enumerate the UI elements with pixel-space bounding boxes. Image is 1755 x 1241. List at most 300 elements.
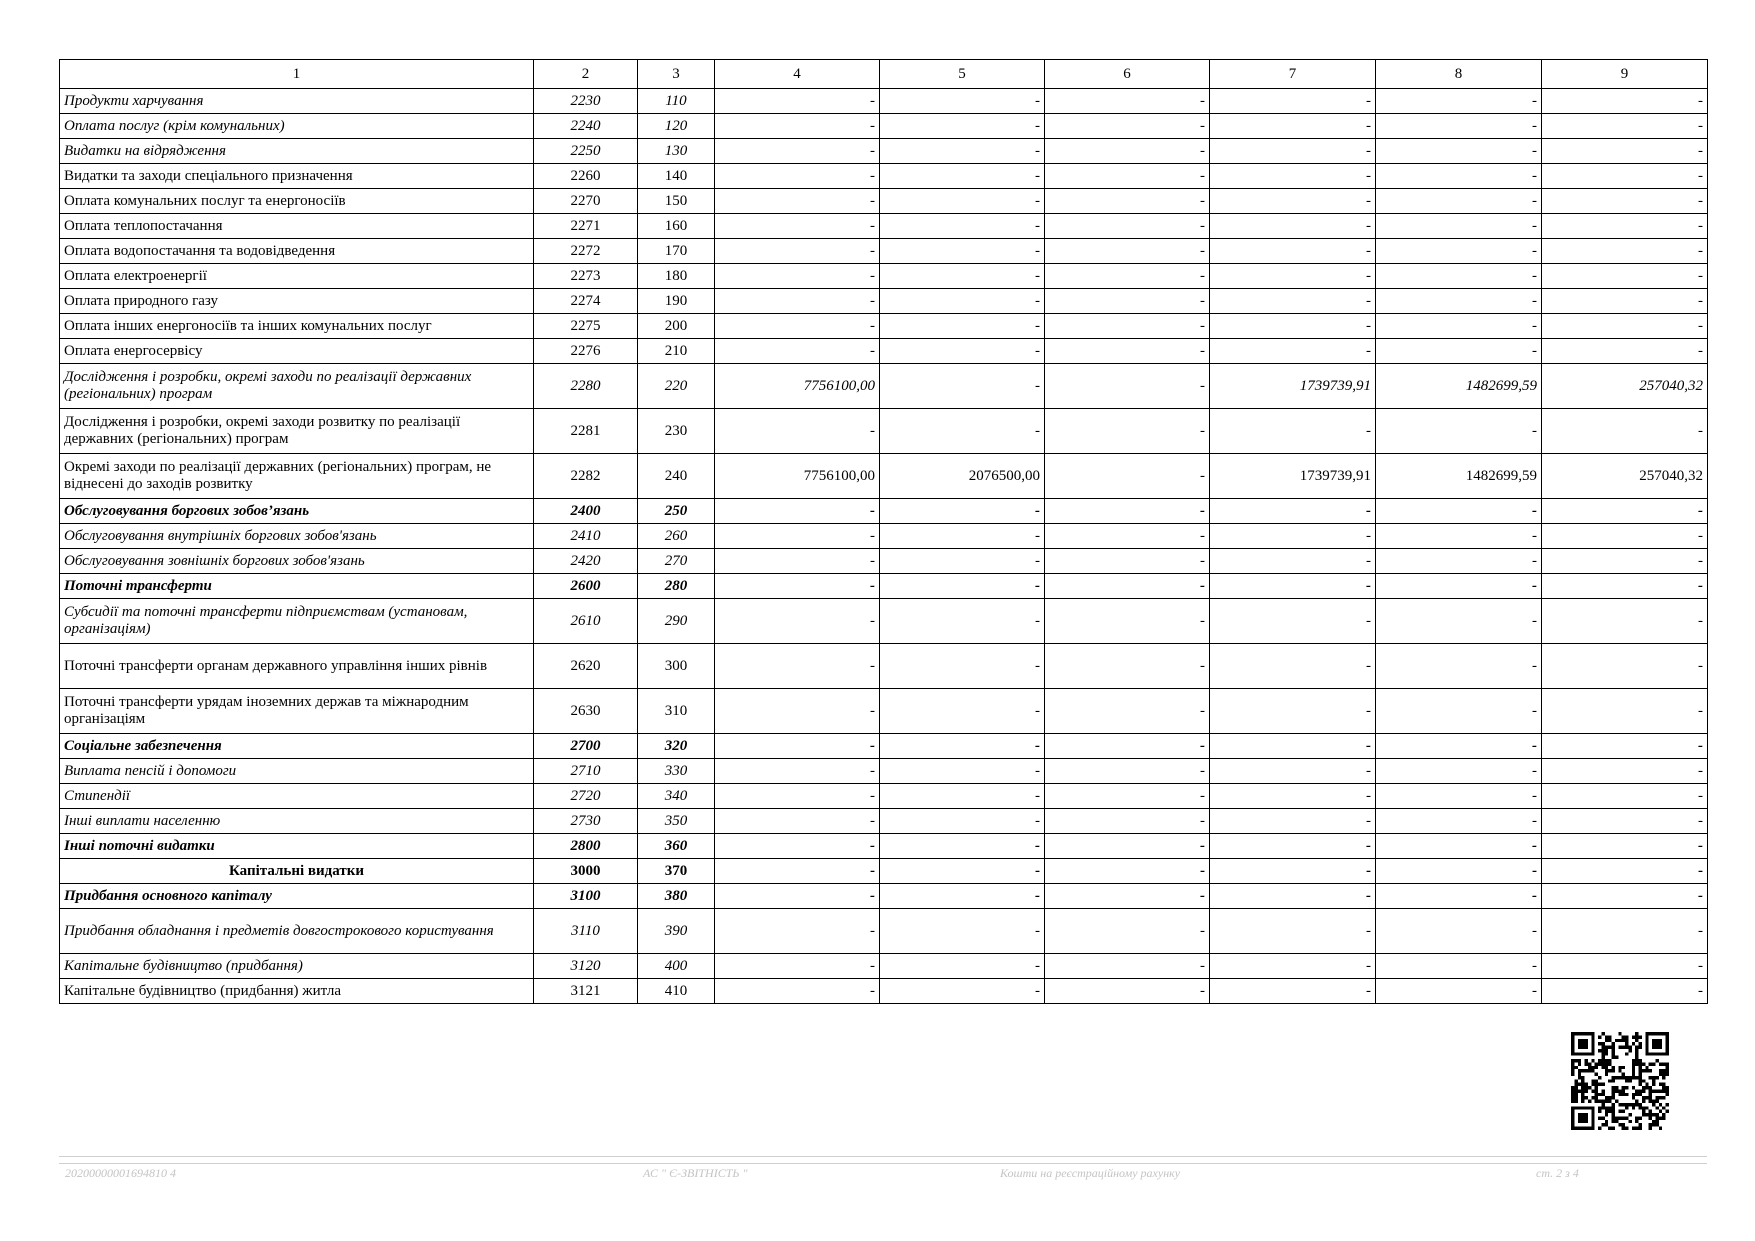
value-cell: -	[715, 859, 880, 884]
value-cell: -	[1542, 409, 1708, 454]
kekv-code: 2272	[534, 239, 638, 264]
footer-page-number: ст. 2 з 4	[1536, 1166, 1579, 1180]
value-cell: -	[1376, 409, 1542, 454]
value-cell: -	[1045, 89, 1210, 114]
value-cell: -	[1210, 574, 1376, 599]
value-cell: -	[880, 884, 1045, 909]
value-cell: -	[715, 909, 880, 954]
line-code: 270	[638, 549, 715, 574]
value-cell: -	[1376, 979, 1542, 1004]
value-cell: -	[1045, 454, 1210, 499]
table-row	[60, 364, 1708, 409]
line-code: 170	[638, 239, 715, 264]
value-cell: -	[1542, 884, 1708, 909]
kekv-code: 2700	[534, 734, 638, 759]
line-code: 350	[638, 809, 715, 834]
value-cell: -	[1210, 289, 1376, 314]
value-cell: -	[880, 834, 1045, 859]
table-row	[60, 454, 1708, 499]
table-row	[60, 114, 1708, 139]
value-cell: -	[1542, 214, 1708, 239]
value-cell: -	[1542, 89, 1708, 114]
value-cell: 1482699,59	[1376, 364, 1542, 409]
footer-report-title: Кошти на реєстраційному рахунку	[1000, 1166, 1181, 1180]
value-cell: -	[880, 189, 1045, 214]
row-label: Оплата природного газу	[60, 289, 534, 314]
value-cell: 257040,32	[1542, 454, 1708, 499]
value-cell: -	[1045, 809, 1210, 834]
value-cell: -	[1376, 784, 1542, 809]
value-cell: -	[880, 784, 1045, 809]
table-row	[60, 549, 1708, 574]
line-code: 360	[638, 834, 715, 859]
value-cell: -	[1542, 809, 1708, 834]
value-cell: -	[880, 139, 1045, 164]
table-row	[60, 884, 1708, 909]
kekv-code: 2275	[534, 314, 638, 339]
row-label: Капітальні видатки	[60, 859, 534, 884]
kekv-code: 2600	[534, 574, 638, 599]
kekv-code: 3110	[534, 909, 638, 954]
value-cell: -	[1376, 264, 1542, 289]
value-cell: -	[880, 759, 1045, 784]
value-cell: -	[715, 239, 880, 264]
row-label: Окремі заходи по реалізації державних (регіональних) програм, не віднесені до заходів розвитку	[60, 454, 534, 499]
row-label: Стипендії	[60, 784, 534, 809]
table-row	[60, 89, 1708, 114]
value-cell: -	[1542, 689, 1708, 734]
value-cell: -	[1542, 314, 1708, 339]
value-cell: -	[1376, 289, 1542, 314]
value-cell: -	[1210, 339, 1376, 364]
table-row	[60, 189, 1708, 214]
value-cell: -	[1210, 734, 1376, 759]
value-cell: -	[880, 574, 1045, 599]
value-cell: -	[715, 979, 880, 1004]
line-code: 310	[638, 689, 715, 734]
table-row	[60, 314, 1708, 339]
value-cell: -	[1045, 759, 1210, 784]
kekv-code: 2420	[534, 549, 638, 574]
value-cell: -	[1045, 784, 1210, 809]
column-header: 3	[638, 60, 715, 89]
value-cell: -	[715, 834, 880, 859]
line-code: 240	[638, 454, 715, 499]
kekv-code: 2620	[534, 644, 638, 689]
value-cell: -	[715, 784, 880, 809]
value-cell: -	[1376, 189, 1542, 214]
line-code: 250	[638, 499, 715, 524]
value-cell: -	[1210, 164, 1376, 189]
line-code: 110	[638, 89, 715, 114]
row-label: Оплата послуг (крім комунальних)	[60, 114, 534, 139]
table-row	[60, 214, 1708, 239]
kekv-code: 2271	[534, 214, 638, 239]
row-label: Капітальне будівництво (придбання) житла	[60, 979, 534, 1004]
value-cell: -	[1376, 139, 1542, 164]
table-row	[60, 264, 1708, 289]
value-cell: -	[880, 114, 1045, 139]
value-cell: -	[1045, 214, 1210, 239]
value-cell: -	[1376, 114, 1542, 139]
table-body	[60, 89, 1708, 1004]
value-cell: -	[1045, 339, 1210, 364]
kekv-code: 2280	[534, 364, 638, 409]
value-cell: -	[1210, 884, 1376, 909]
row-label: Капітальне будівництво (придбання)	[60, 954, 534, 979]
value-cell: -	[880, 409, 1045, 454]
value-cell: -	[1045, 114, 1210, 139]
footer-document-id: 20200000001694810 4	[65, 1166, 176, 1180]
value-cell: -	[715, 314, 880, 339]
row-label: Придбання основного капіталу	[60, 884, 534, 909]
value-cell: 7756100,00	[715, 364, 880, 409]
row-label: Видатки на відрядження	[60, 139, 534, 164]
value-cell: -	[715, 339, 880, 364]
column-header: 5	[880, 60, 1045, 89]
kekv-code: 2230	[534, 89, 638, 114]
table-row	[60, 644, 1708, 689]
value-cell: -	[1376, 574, 1542, 599]
value-cell: -	[715, 189, 880, 214]
value-cell: -	[1542, 114, 1708, 139]
value-cell: -	[1542, 759, 1708, 784]
value-cell: -	[1210, 139, 1376, 164]
value-cell: -	[1045, 954, 1210, 979]
expenses-table	[59, 59, 1708, 1004]
table-row	[60, 689, 1708, 734]
report-table-container	[59, 59, 1707, 1004]
value-cell: -	[715, 809, 880, 834]
value-cell: -	[1210, 689, 1376, 734]
value-cell: -	[880, 859, 1045, 884]
value-cell: -	[1376, 859, 1542, 884]
table-row	[60, 979, 1708, 1004]
value-cell: -	[1210, 314, 1376, 339]
line-code: 190	[638, 289, 715, 314]
table-row	[60, 599, 1708, 644]
value-cell: 1739739,91	[1210, 454, 1376, 499]
value-cell: -	[880, 289, 1045, 314]
value-cell: -	[1376, 909, 1542, 954]
value-cell: -	[715, 599, 880, 644]
value-cell: -	[1542, 289, 1708, 314]
value-cell: -	[1210, 89, 1376, 114]
value-cell: -	[1045, 164, 1210, 189]
row-label: Видатки та заходи спеціального призначення	[60, 164, 534, 189]
value-cell: -	[1210, 524, 1376, 549]
value-cell: -	[1045, 834, 1210, 859]
value-cell: 1482699,59	[1376, 454, 1542, 499]
row-label: Обслуговування боргових зобов’язань	[60, 499, 534, 524]
row-label: Дослідження і розробки, окремі заходи розвитку по реалізації державних (регіональних) програм	[60, 409, 534, 454]
value-cell: -	[715, 409, 880, 454]
table-row	[60, 409, 1708, 454]
value-cell: -	[1542, 834, 1708, 859]
value-cell: -	[1542, 734, 1708, 759]
column-header: 7	[1210, 60, 1376, 89]
value-cell: -	[1376, 644, 1542, 689]
value-cell: -	[1542, 599, 1708, 644]
footer-system-name: АС " Є-ЗВІТНІСТЬ "	[643, 1166, 748, 1180]
column-header: 8	[1376, 60, 1542, 89]
value-cell: -	[1045, 189, 1210, 214]
value-cell: 2076500,00	[880, 454, 1045, 499]
value-cell: -	[1045, 264, 1210, 289]
value-cell: -	[1210, 214, 1376, 239]
kekv-code: 3000	[534, 859, 638, 884]
table-row	[60, 909, 1708, 954]
value-cell: -	[1210, 644, 1376, 689]
value-cell: -	[880, 549, 1045, 574]
value-cell: -	[880, 499, 1045, 524]
value-cell: -	[1542, 954, 1708, 979]
line-code: 150	[638, 189, 715, 214]
kekv-code: 2410	[534, 524, 638, 549]
value-cell: -	[1376, 164, 1542, 189]
kekv-code: 2720	[534, 784, 638, 809]
value-cell: -	[1045, 644, 1210, 689]
value-cell: -	[1376, 809, 1542, 834]
table-row	[60, 809, 1708, 834]
line-code: 130	[638, 139, 715, 164]
row-label: Виплата пенсій і допомоги	[60, 759, 534, 784]
row-label: Оплата енергосервісу	[60, 339, 534, 364]
line-code: 300	[638, 644, 715, 689]
value-cell: -	[1045, 734, 1210, 759]
value-cell: -	[715, 89, 880, 114]
value-cell: -	[715, 214, 880, 239]
value-cell: -	[1210, 264, 1376, 289]
line-code: 200	[638, 314, 715, 339]
value-cell: -	[1210, 859, 1376, 884]
value-cell: -	[1542, 784, 1708, 809]
row-label: Поточні трансферти органам державного управління інших рівнів	[60, 644, 534, 689]
value-cell: -	[1045, 314, 1210, 339]
value-cell: -	[1542, 644, 1708, 689]
row-label: Обслуговування зовнішніх боргових зобов'язань	[60, 549, 534, 574]
value-cell: -	[1376, 214, 1542, 239]
value-cell: -	[1376, 524, 1542, 549]
value-cell: -	[1376, 689, 1542, 734]
value-cell: -	[1542, 499, 1708, 524]
value-cell: -	[1542, 164, 1708, 189]
row-label: Дослідження і розробки, окремі заходи по реалізації державних (регіональних) програм	[60, 364, 534, 409]
value-cell: -	[1376, 499, 1542, 524]
line-code: 340	[638, 784, 715, 809]
value-cell: -	[1210, 809, 1376, 834]
value-cell: -	[1045, 689, 1210, 734]
kekv-code: 2730	[534, 809, 638, 834]
line-code: 370	[638, 859, 715, 884]
line-code: 390	[638, 909, 715, 954]
value-cell: -	[715, 574, 880, 599]
kekv-code: 2270	[534, 189, 638, 214]
value-cell: -	[880, 599, 1045, 644]
value-cell: -	[1045, 979, 1210, 1004]
row-label: Інші поточні видатки	[60, 834, 534, 859]
kekv-code: 2240	[534, 114, 638, 139]
row-label: Оплата комунальних послуг та енергоносіїв	[60, 189, 534, 214]
value-cell: -	[1210, 499, 1376, 524]
table-row	[60, 524, 1708, 549]
value-cell: -	[880, 734, 1045, 759]
value-cell: -	[715, 264, 880, 289]
row-label: Оплата водопостачання та водовідведення	[60, 239, 534, 264]
row-label: Оплата інших енергоносіїв та інших комунальних послуг	[60, 314, 534, 339]
row-label: Оплата теплопостачання	[60, 214, 534, 239]
row-label: Продукти харчування	[60, 89, 534, 114]
kekv-code: 3120	[534, 954, 638, 979]
value-cell: -	[715, 289, 880, 314]
value-cell: -	[1542, 524, 1708, 549]
line-code: 140	[638, 164, 715, 189]
value-cell: -	[715, 734, 880, 759]
value-cell: -	[1045, 289, 1210, 314]
value-cell: -	[1045, 574, 1210, 599]
table-row	[60, 289, 1708, 314]
row-label: Придбання обладнання і предметів довгострокового користування	[60, 909, 534, 954]
value-cell: -	[1210, 759, 1376, 784]
value-cell: -	[715, 954, 880, 979]
line-code: 280	[638, 574, 715, 599]
table-row	[60, 834, 1708, 859]
value-cell: -	[1210, 979, 1376, 1004]
value-cell: -	[1376, 314, 1542, 339]
kekv-code: 2400	[534, 499, 638, 524]
value-cell: -	[1542, 339, 1708, 364]
value-cell: -	[880, 809, 1045, 834]
line-code: 220	[638, 364, 715, 409]
value-cell: -	[715, 139, 880, 164]
value-cell: -	[1376, 954, 1542, 979]
value-cell: -	[880, 264, 1045, 289]
kekv-code: 2276	[534, 339, 638, 364]
value-cell: -	[1210, 954, 1376, 979]
value-cell: -	[880, 164, 1045, 189]
line-code: 230	[638, 409, 715, 454]
kekv-code: 2710	[534, 759, 638, 784]
column-header: 2	[534, 60, 638, 89]
kekv-code: 2260	[534, 164, 638, 189]
value-cell: -	[1376, 599, 1542, 644]
line-code: 330	[638, 759, 715, 784]
table-row	[60, 954, 1708, 979]
value-cell: -	[1210, 784, 1376, 809]
qr-code-icon	[1571, 1032, 1669, 1130]
value-cell: -	[880, 524, 1045, 549]
table-row	[60, 784, 1708, 809]
value-cell: -	[880, 364, 1045, 409]
value-cell: -	[1045, 884, 1210, 909]
value-cell: -	[880, 909, 1045, 954]
value-cell: -	[1210, 909, 1376, 954]
row-label: Оплата електроенергії	[60, 264, 534, 289]
kekv-code: 2274	[534, 289, 638, 314]
column-header: 6	[1045, 60, 1210, 89]
value-cell: 1739739,91	[1210, 364, 1376, 409]
value-cell: -	[1542, 909, 1708, 954]
value-cell: -	[1045, 499, 1210, 524]
value-cell: -	[880, 314, 1045, 339]
column-header: 1	[60, 60, 534, 89]
value-cell: -	[1210, 549, 1376, 574]
kekv-code: 3100	[534, 884, 638, 909]
value-cell: -	[1376, 734, 1542, 759]
value-cell: -	[1045, 409, 1210, 454]
value-cell: -	[1542, 549, 1708, 574]
line-code: 380	[638, 884, 715, 909]
kekv-code: 3121	[534, 979, 638, 1004]
value-cell: -	[715, 644, 880, 689]
value-cell: 257040,32	[1542, 364, 1708, 409]
value-cell: -	[715, 689, 880, 734]
value-cell: 7756100,00	[715, 454, 880, 499]
table-row	[60, 164, 1708, 189]
value-cell: -	[1542, 189, 1708, 214]
value-cell: -	[1210, 189, 1376, 214]
kekv-code: 2281	[534, 409, 638, 454]
row-label: Субсидії та поточні трансферти підприємствам (установам, організаціям)	[60, 599, 534, 644]
value-cell: -	[1542, 239, 1708, 264]
value-cell: -	[1376, 834, 1542, 859]
value-cell: -	[880, 979, 1045, 1004]
row-label: Поточні трансферти	[60, 574, 534, 599]
kekv-code: 2282	[534, 454, 638, 499]
row-label: Обслуговування внутрішніх боргових зобов'язань	[60, 524, 534, 549]
column-header: 4	[715, 60, 880, 89]
value-cell: -	[1542, 139, 1708, 164]
value-cell: -	[1542, 574, 1708, 599]
value-cell: -	[715, 524, 880, 549]
value-cell: -	[880, 339, 1045, 364]
value-cell: -	[880, 89, 1045, 114]
line-code: 400	[638, 954, 715, 979]
line-code: 260	[638, 524, 715, 549]
value-cell: -	[715, 499, 880, 524]
value-cell: -	[1045, 909, 1210, 954]
value-cell: -	[880, 214, 1045, 239]
value-cell: -	[1376, 884, 1542, 909]
value-cell: -	[1045, 859, 1210, 884]
table-row	[60, 139, 1708, 164]
row-label: Поточні трансферти урядам іноземних держав та міжнародним організаціям	[60, 689, 534, 734]
value-cell: -	[1376, 239, 1542, 264]
value-cell: -	[1045, 524, 1210, 549]
line-code: 210	[638, 339, 715, 364]
value-cell: -	[715, 164, 880, 189]
line-code: 120	[638, 114, 715, 139]
value-cell: -	[880, 689, 1045, 734]
line-code: 320	[638, 734, 715, 759]
value-cell: -	[1376, 759, 1542, 784]
footer-divider	[59, 1156, 1707, 1164]
line-code: 180	[638, 264, 715, 289]
value-cell: -	[880, 239, 1045, 264]
table-row	[60, 734, 1708, 759]
table-row	[60, 339, 1708, 364]
line-code: 290	[638, 599, 715, 644]
table-row	[60, 239, 1708, 264]
kekv-code: 2610	[534, 599, 638, 644]
value-cell: -	[715, 884, 880, 909]
table-row	[60, 759, 1708, 784]
value-cell: -	[1376, 549, 1542, 574]
row-label: Інші виплати населенню	[60, 809, 534, 834]
table-row	[60, 859, 1708, 884]
value-cell: -	[1210, 409, 1376, 454]
value-cell: -	[1542, 859, 1708, 884]
